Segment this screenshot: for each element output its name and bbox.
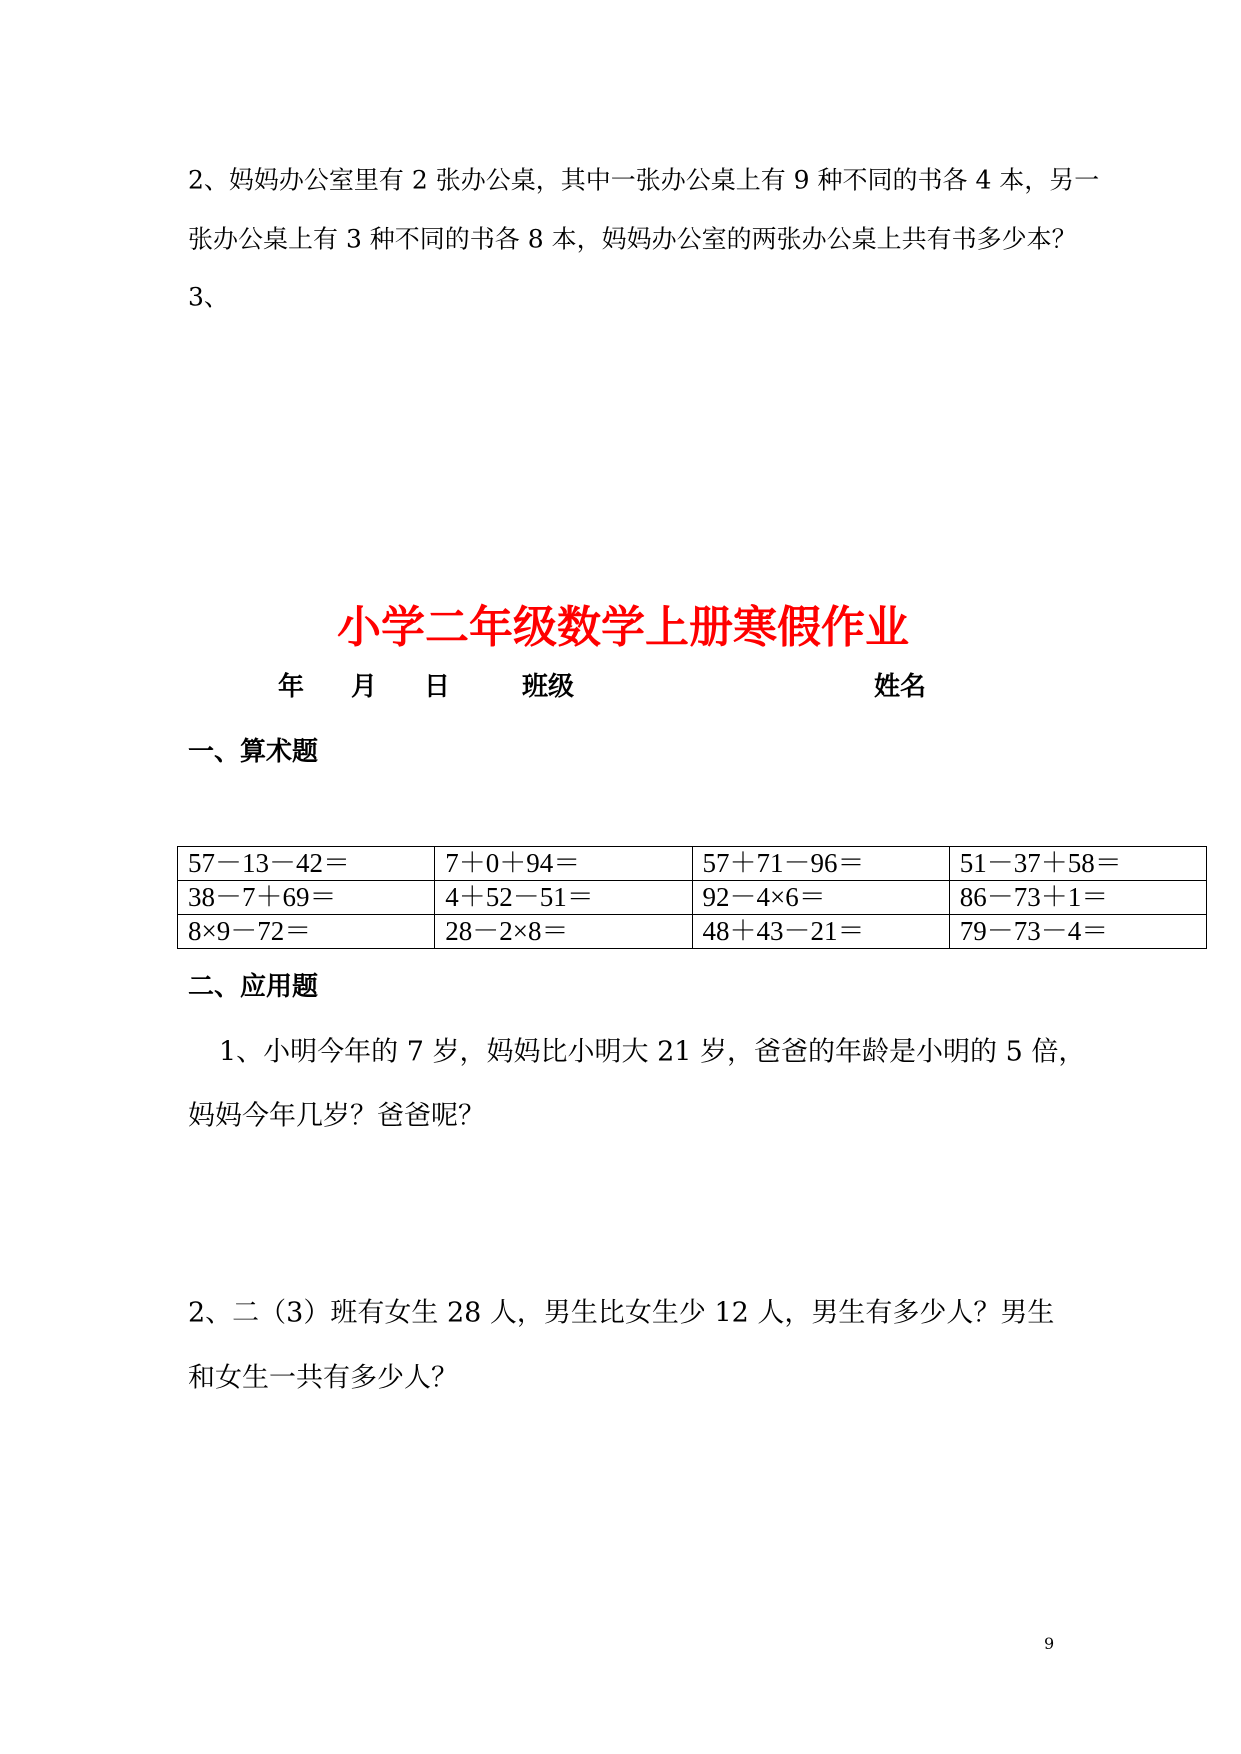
day-label: 日 [424, 672, 451, 702]
prev-problem-2-line-2: 张办公桌上有 3 种不同的书各 8 本，妈妈办公室的两张办公桌上共有书多少本？ [188, 224, 1077, 254]
table-cell: 28－2×8＝ [435, 915, 692, 949]
table-row [178, 847, 1207, 881]
table-cell: 79－73－4＝ [949, 915, 1206, 949]
section-word-problems-heading: 二、应用题 [188, 972, 319, 1002]
problem-1-line-2: 妈妈今年几岁？爸爸呢？ [188, 1100, 485, 1132]
table-cell: 51－37＋58＝ [949, 847, 1206, 881]
table-cell: 38－7＋69＝ [178, 881, 435, 915]
table-cell: 57－13－42＝ [178, 847, 435, 881]
table-cell: 92－4×6＝ [692, 881, 949, 915]
table-cell: 7＋0＋94＝ [435, 847, 692, 881]
problem-1-line-1: 1、小明今年的 7 岁，妈妈比小明大 21 岁，爸爸的年龄是小明的 5 倍， [219, 1036, 1086, 1068]
month-label: 月 [351, 672, 378, 702]
prev-problem-2-line-1: 2、妈妈办公室里有 2 张办公桌，其中一张办公桌上有 9 种不同的书各 4 本，另一 [188, 165, 1100, 195]
table-cell: 86－73＋1＝ [949, 881, 1206, 915]
table-row [178, 915, 1207, 949]
table-row [178, 881, 1207, 915]
problem-2-line-2: 和女生一共有多少人？ [188, 1362, 458, 1394]
table-cell: 4＋52－51＝ [435, 881, 692, 915]
table-cell: 57＋71－96＝ [692, 847, 949, 881]
arithmetic-table [177, 846, 1207, 949]
prev-problem-3: 3、 [188, 282, 229, 312]
name-label: 姓名 [874, 672, 927, 702]
page-number: 9 [1044, 1634, 1055, 1653]
year-label: 年 [278, 672, 305, 702]
table-cell: 48＋43－21＝ [692, 915, 949, 949]
class-label: 班级 [522, 672, 575, 702]
problem-2-line-1: 2、二（3）班有女生 28 人，男生比女生少 12 人，男生有多少人？男生 [188, 1297, 1055, 1329]
section-arithmetic-heading: 一、算术题 [188, 737, 319, 767]
page-title: 小学二年级数学上册寒假作业 [337, 602, 909, 653]
table-cell: 8×9－72＝ [178, 915, 435, 949]
